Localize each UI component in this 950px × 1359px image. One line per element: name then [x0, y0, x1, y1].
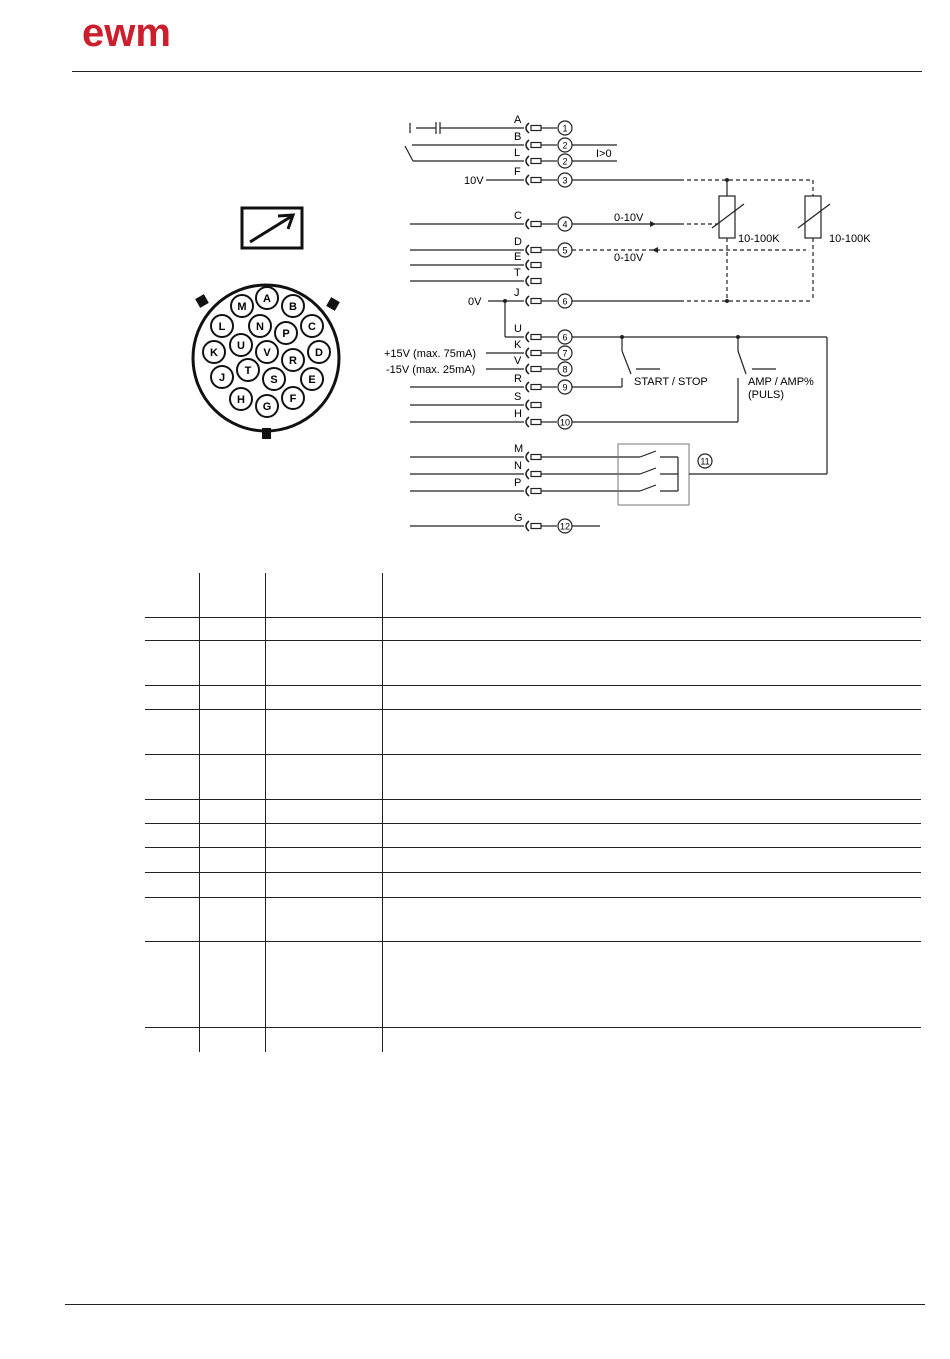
table-row-line: [145, 799, 921, 800]
junction-dot: [725, 299, 729, 303]
contact-letter: H: [514, 408, 522, 420]
10v-label: 10V: [464, 175, 484, 187]
table-row-line: [145, 872, 921, 873]
wire-number: 6: [562, 296, 568, 307]
contact-letter: U: [514, 323, 522, 335]
wire-number: 1: [562, 123, 568, 134]
contact-letter: T: [514, 267, 521, 279]
table-row-line: [145, 847, 921, 848]
socket-pin: [531, 248, 541, 253]
contact-letter: F: [514, 166, 521, 178]
wire-number: 8: [562, 364, 568, 375]
socket-pin: [531, 524, 541, 529]
i-gt-0-label: I>0: [596, 148, 612, 160]
table-row-line: [145, 1027, 921, 1028]
connector-pin-label: C: [308, 321, 316, 333]
arrow-up-right-icon: [242, 208, 302, 248]
logo-text: ewm: [82, 11, 171, 55]
plus-15v-label: +15V (max. 75mA): [384, 348, 477, 360]
junction-dot: [725, 178, 729, 182]
connector-pin-label: A: [263, 293, 271, 305]
table-row-line: [145, 754, 921, 755]
wire-number: 2: [562, 156, 568, 167]
pot2-label: 10-100K: [829, 233, 871, 245]
header-rule: [72, 71, 922, 72]
table-row-line: [145, 685, 921, 686]
minus-15v-label: -15V (max. 25mA): [386, 364, 476, 376]
socket-pin: [531, 351, 541, 356]
table-row-line: [145, 897, 921, 898]
socket-pin: [531, 159, 541, 164]
contact-letter: S: [514, 391, 522, 403]
connector-pin-label: P: [282, 328, 290, 340]
table-col-line: [199, 573, 200, 1052]
amp-label: AMP / AMP%: [748, 376, 814, 388]
socket-pin: [531, 335, 541, 340]
connector-pin-label: R: [289, 355, 297, 367]
connector-key: [195, 294, 209, 308]
contact-letter: J: [514, 287, 520, 299]
socket-pin: [531, 385, 541, 390]
connector-pin-label: N: [256, 321, 264, 333]
connector-pin-label: D: [315, 347, 323, 359]
contact-letter: E: [514, 251, 522, 263]
wire-number: 9: [562, 382, 568, 393]
connector-pin-label: B: [289, 301, 297, 313]
contact-letter: K: [514, 339, 522, 351]
socket-pin: [531, 455, 541, 460]
pot1-label: 10-100K: [738, 233, 780, 245]
contact-letter: M: [514, 443, 524, 455]
connector-pin-label: K: [210, 347, 218, 359]
wire-number: 2: [562, 140, 568, 151]
connector-pin-label: T: [244, 365, 252, 377]
wire-number: 4: [562, 219, 568, 230]
table-row-line: [145, 941, 921, 942]
connector-pin-label: E: [308, 374, 316, 386]
table-row-line: [145, 823, 921, 824]
connector-key: [262, 428, 271, 439]
connector-key: [326, 297, 340, 311]
contact-letter: R: [514, 373, 522, 385]
contact-letter: A: [514, 114, 522, 126]
connector-pin-label: G: [262, 401, 272, 413]
connector-pin-label: S: [270, 374, 278, 386]
connector-pin-label: J: [218, 372, 226, 384]
contact-letter: D: [514, 236, 522, 248]
socket-pin: [531, 263, 541, 268]
contact-letter: L: [514, 147, 521, 159]
socket-pin: [531, 403, 541, 408]
wire-number: 5: [562, 245, 568, 256]
wire-number: 10: [559, 417, 571, 428]
socket-pin: [531, 472, 541, 477]
socket-pin: [531, 279, 541, 284]
ewm-logo: [80, 10, 220, 58]
d-0-10v-label: 0-10V: [614, 252, 644, 264]
contact-letter: P: [514, 477, 522, 489]
pin-assignment-table: [145, 573, 921, 1052]
start-stop-label: START / STOP: [634, 376, 708, 388]
socket-pin: [531, 299, 541, 304]
contact-letter: V: [514, 355, 522, 367]
contact-letter: G: [514, 512, 523, 524]
connector-face: [193, 285, 340, 439]
connector-pin-label: F: [289, 393, 297, 405]
0v-label: 0V: [468, 296, 482, 308]
wiring-diagram: [0, 100, 950, 550]
socket-pin: [531, 178, 541, 183]
table-row-line: [145, 640, 921, 641]
connector-pin-label: M: [237, 301, 247, 313]
table-col-line: [265, 573, 266, 1052]
table-row-line: [145, 709, 921, 710]
socket-pin: [531, 489, 541, 494]
wire-number: 7: [562, 348, 568, 359]
socket-pin: [531, 222, 541, 227]
wire-number: 12: [559, 521, 571, 532]
connector-pin-label: H: [237, 394, 245, 406]
connector-pin-label: U: [237, 340, 245, 352]
table-col-line: [382, 573, 383, 1052]
socket-pin: [531, 420, 541, 425]
connector-pin-label: L: [218, 321, 226, 333]
socket-pin: [531, 143, 541, 148]
contact-letter: C: [514, 210, 522, 222]
connector-pin-label: V: [263, 347, 271, 359]
table-row-line: [145, 617, 921, 618]
wire-number: 3: [562, 175, 568, 186]
contact-letter: N: [514, 460, 522, 472]
socket-pin: [531, 126, 541, 131]
contact-letter: B: [514, 131, 522, 143]
wire-number: 6: [562, 332, 568, 343]
c-0-10v-label: 0-10V: [614, 212, 644, 224]
puls-label: (PULS): [748, 389, 785, 401]
wire-number: 11: [700, 456, 710, 467]
footer-rule: [65, 1304, 925, 1305]
socket-pin: [531, 367, 541, 372]
